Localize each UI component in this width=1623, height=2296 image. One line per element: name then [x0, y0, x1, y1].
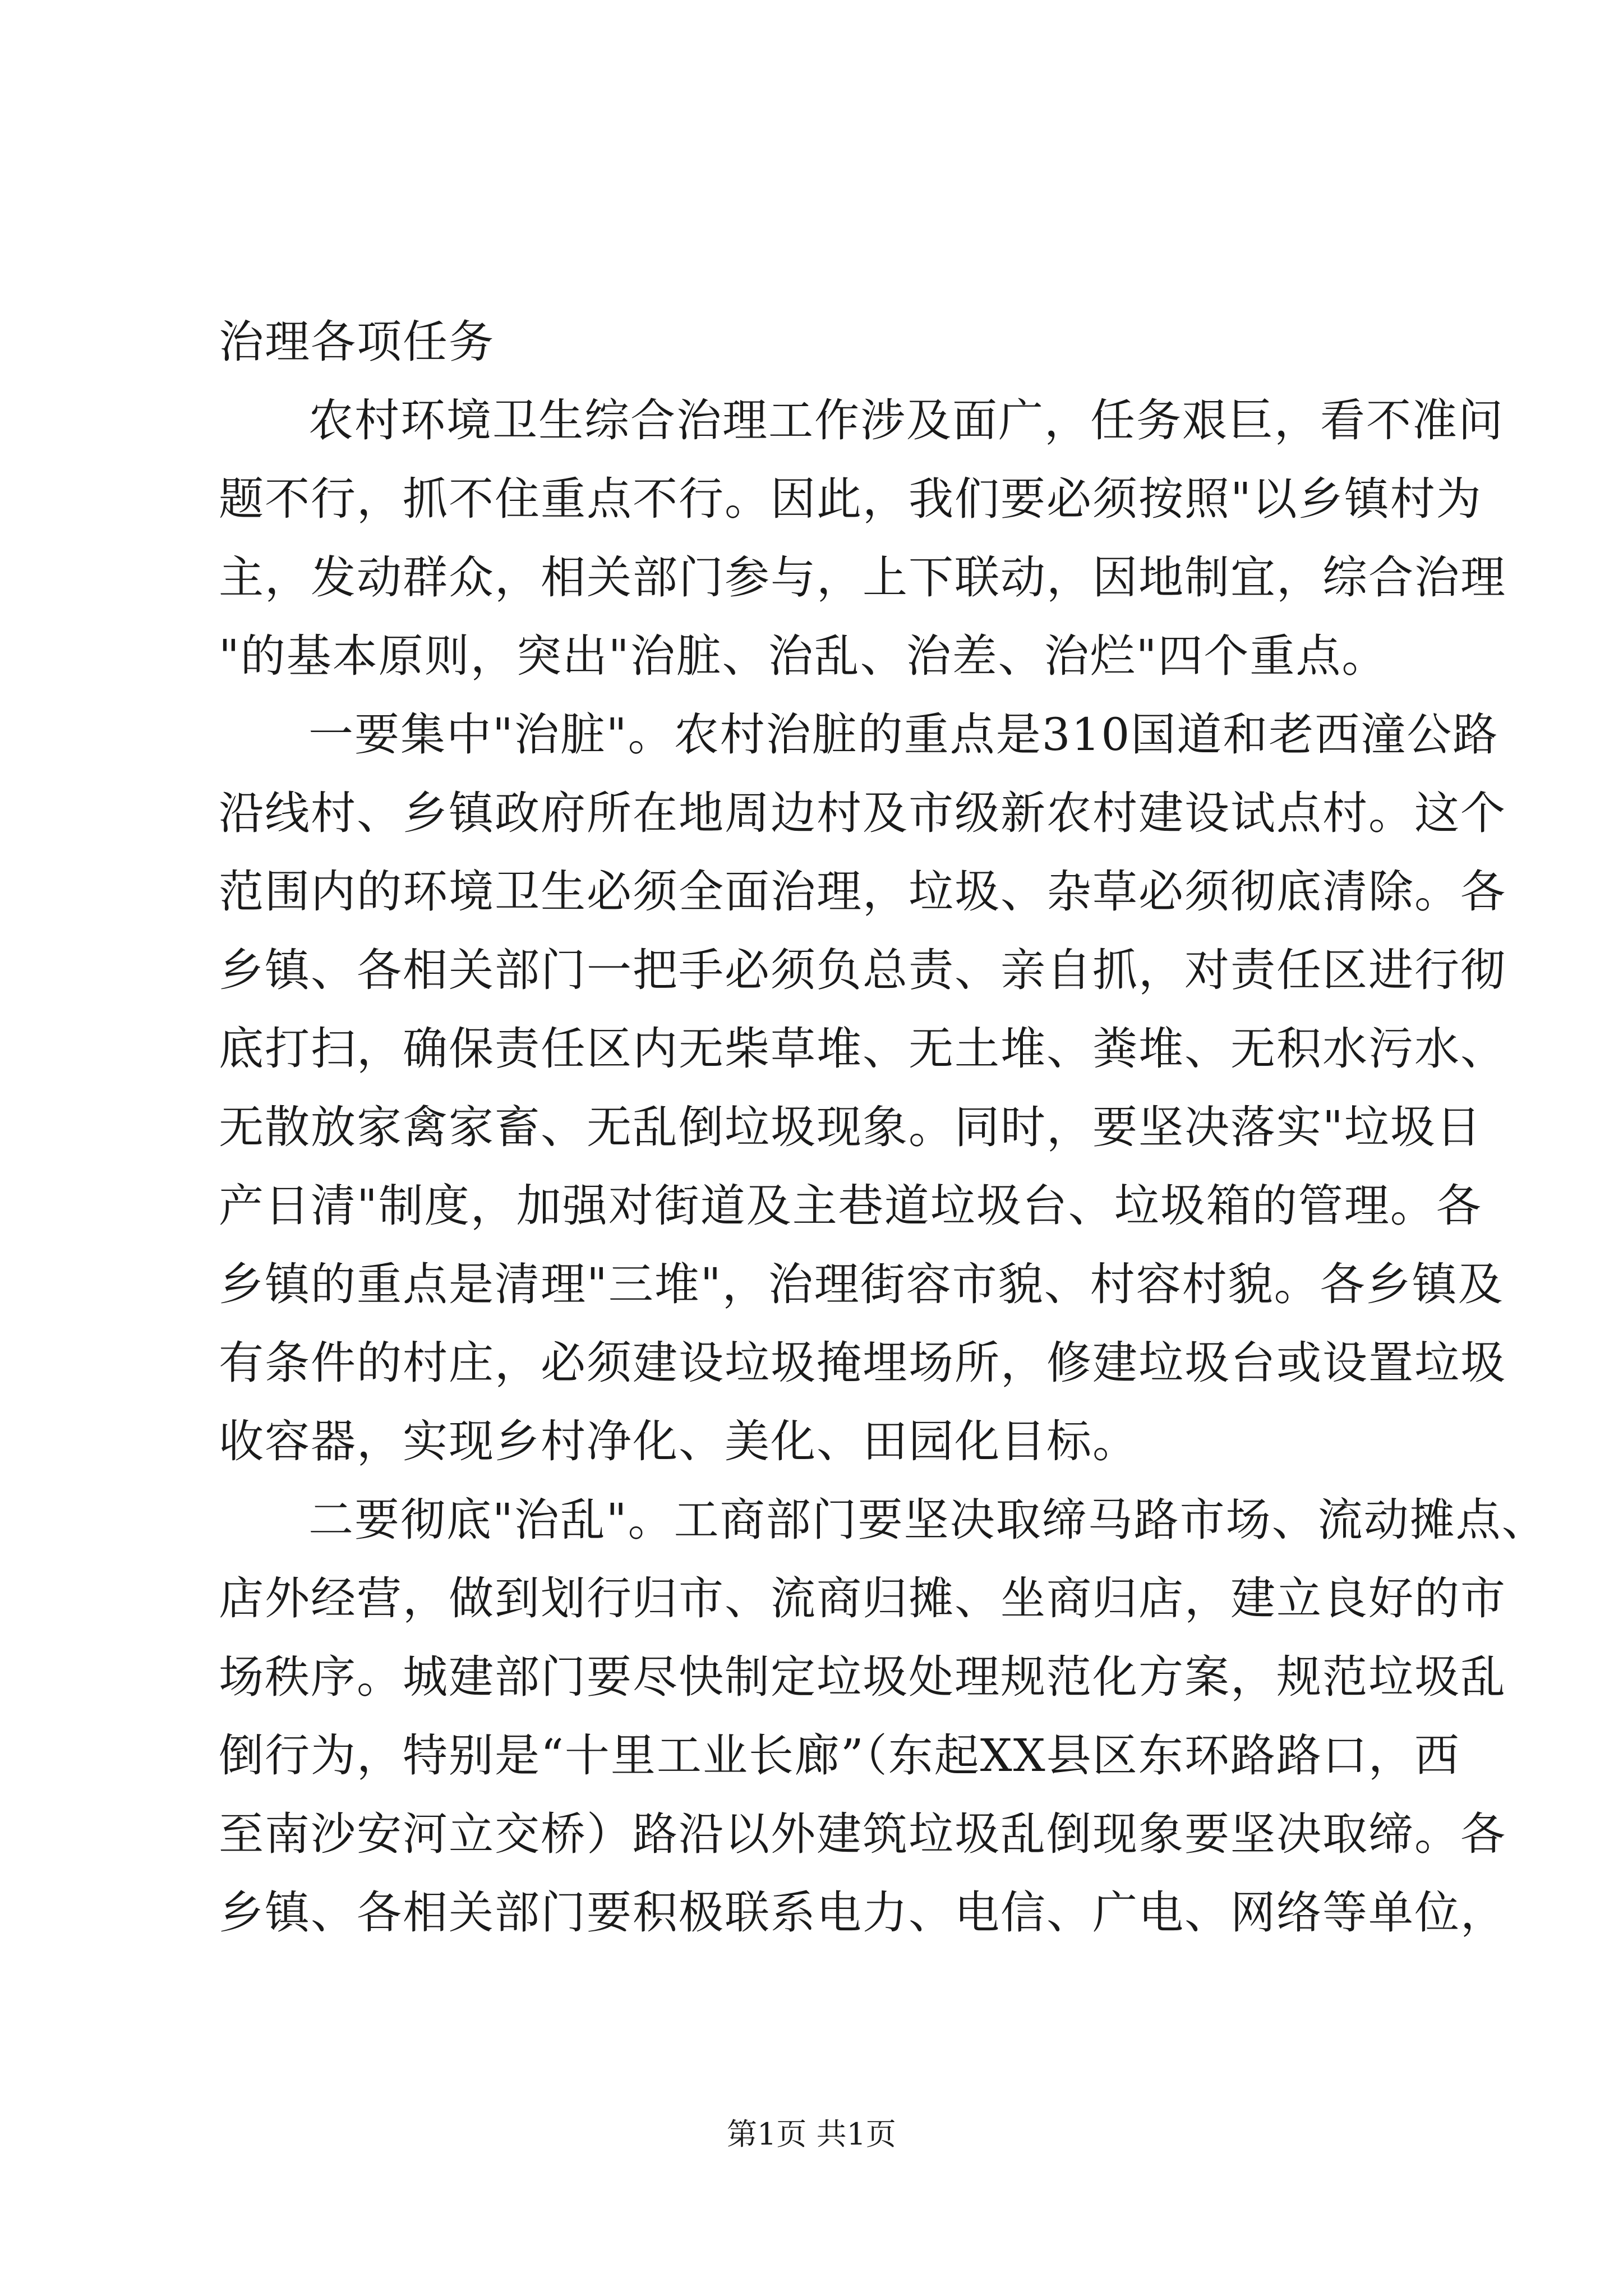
text-line: 二要彻底"治乱"。工商部门要坚决取缔马路市场、流动摊点、 [308, 1494, 1548, 1546]
text-line: 乡镇、各相关部门要积极联系电力、电信、广电、网络等单位， [219, 1887, 1506, 1939]
text-line: "的基本原则，突出"治脏、治乱、治差、治烂"四个重点。 [219, 630, 1388, 682]
text-line: 主，发动群众，相关部门参与，上下联动，因地制宜，综合治理 [219, 551, 1506, 604]
text-line: 沿线村、乡镇政府所在地周边村及市级新农村建设试点村。这个 [219, 787, 1506, 839]
text-line: 至南沙安河立交桥）路沿以外建筑垃圾乱倒现象要坚决取缔。各 [219, 1808, 1506, 1860]
text-line: 题不行，抓不住重点不行。因此，我们要必须按照"以乡镇村为 [219, 473, 1482, 525]
text-line: 治理各项任务 [219, 316, 495, 368]
text-line: 无散放家禽家畜、无乱倒垃圾现象。同时，要坚决落实"垃圾日 [219, 1101, 1482, 1153]
text-line: 乡镇、各相关部门一把手必须负总责、亲自抓，对责任区进行彻 [219, 944, 1506, 996]
text-line: 店外经营，做到划行归市、流商归摊、坐商归店，建立良好的市 [219, 1572, 1506, 1625]
text-line: 一要集中"治脏"。农村治脏的重点是310国道和老西潼公路 [308, 708, 1499, 761]
text-line: 有条件的村庄，必须建设垃圾掩埋场所，修建垃圾台或设置垃圾 [219, 1337, 1506, 1389]
text-line: 收容器，实现乡村净化、美化、田园化目标。 [219, 1415, 1138, 1467]
document-body [219, 303, 1548, 1952]
text-line: 场秩序。城建部门要尽快制定垃圾处理规范化方案，规范垃圾乱 [219, 1651, 1506, 1703]
text-line: 底打扫，确保责任区内无柴草堆、无土堆、粪堆、无积水污水、 [219, 1023, 1506, 1075]
text-line: 产日清"制度，加强对街道及主巷道垃圾台、垃圾箱的管理。各 [219, 1180, 1482, 1232]
text-line: 范围内的环境卫生必须全面治理，垃圾、杂草必须彻底清除。各 [219, 866, 1506, 918]
page-footer [0, 2115, 1623, 2154]
text-line: 乡镇的重点是清理"三堆"，治理街容市貌、村容村貌。各乡镇及 [219, 1258, 1504, 1310]
text-line: 倒行为，特别是“十里工业长廊”（东起XX县区东环路路口，西 [219, 1729, 1460, 1782]
text-line: 农村环境卫生综合治理工作涉及面广，任务艰巨，看不准问 [308, 394, 1504, 447]
page-number: 第1页 共1页 [727, 2116, 896, 2152]
